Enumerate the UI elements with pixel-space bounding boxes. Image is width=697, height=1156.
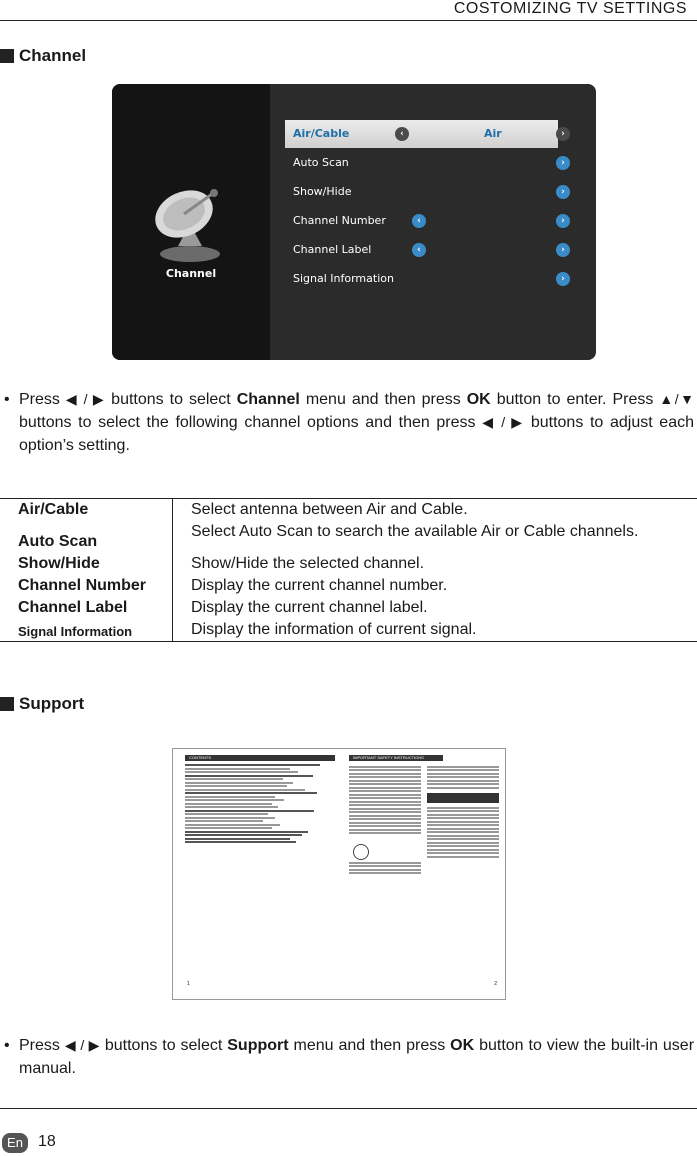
manual-left-page-number: 1 <box>187 981 190 987</box>
menu-row-signal-information[interactable] <box>285 265 565 293</box>
user-manual-preview <box>172 748 506 1000</box>
option-name: Air/Cable <box>0 499 173 522</box>
support-instruction-text <box>19 1034 694 1080</box>
right-arrow-icon[interactable]: › <box>556 214 570 228</box>
menu-row-air-cable[interactable] <box>285 120 565 148</box>
option-description: Display the information of current signal. <box>173 619 697 642</box>
footer-divider <box>0 1108 697 1109</box>
option-description: Select antenna between Air and Cable. <box>173 499 697 522</box>
table-row <box>0 575 697 597</box>
menu-name: Channel <box>236 391 300 408</box>
menu-options-list <box>285 120 565 294</box>
text-run: buttons to select the following channel options and then press <box>19 414 483 431</box>
right-arrow-icon[interactable]: › <box>556 243 570 257</box>
channel-options-table <box>0 498 697 642</box>
table-row <box>0 521 697 553</box>
menu-row-label: Channel Label <box>293 243 372 256</box>
table-row <box>0 553 697 575</box>
menu-row-label: Channel Number <box>293 214 386 227</box>
ok-button-name: OK <box>466 391 491 408</box>
left-right-buttons-icon: ◀ / ▶ <box>65 391 106 407</box>
option-description: Show/Hide the selected channel. <box>191 555 425 572</box>
manual-left-page <box>185 755 335 987</box>
channel-instruction <box>0 388 697 480</box>
menu-row-label: Auto Scan <box>293 156 349 169</box>
menu-row-channel-number[interactable] <box>285 207 565 235</box>
table-row <box>0 597 697 619</box>
table-row <box>0 619 697 642</box>
page-header-title: COSTOMIZING TV SETTINGS <box>453 0 687 17</box>
right-arrow-icon[interactable]: › <box>556 272 570 286</box>
menu-row-label: Air/Cable <box>293 127 350 140</box>
channel-section-heading <box>0 46 86 66</box>
text-run: buttons to select <box>105 391 237 408</box>
manual-right-page-number: 2 <box>494 981 497 987</box>
text-run: buttons to adjust each option’s setting. <box>19 414 695 454</box>
bullet: • <box>4 391 10 408</box>
text-run: menu and then press <box>299 391 467 408</box>
menu-row-channel-label[interactable] <box>285 236 565 264</box>
right-arrow-icon[interactable]: › <box>556 185 570 199</box>
option-name: Channel Label <box>0 597 173 619</box>
section-marker-icon <box>0 697 14 711</box>
menu-row-label: Show/Hide <box>293 185 352 198</box>
menu-name: Support <box>227 1037 289 1054</box>
table-row <box>0 499 697 522</box>
right-arrow-icon[interactable]: › <box>556 127 570 141</box>
menu-row-label: Signal Information <box>293 272 394 285</box>
left-arrow-icon[interactable]: ‹ <box>412 214 426 228</box>
left-arrow-icon[interactable]: ‹ <box>395 127 409 141</box>
option-name: Signal Information <box>0 619 173 642</box>
manual-right-page <box>349 755 499 987</box>
text-run: button to view the built-in user manual. <box>19 1037 695 1077</box>
manual-left-title: CONTENTS <box>185 755 335 761</box>
menu-row-auto-scan[interactable] <box>285 149 565 177</box>
section-marker-icon <box>0 49 14 63</box>
text-run: buttons to select <box>99 1037 228 1054</box>
left-right-buttons-icon: ◀ / ▶ <box>482 414 525 430</box>
text-run: Press <box>19 1037 65 1054</box>
text-run: Press <box>19 391 66 408</box>
satellite-dish-icon <box>150 184 232 264</box>
channel-heading-text: Channel <box>19 46 87 65</box>
menu-row-value: Air <box>484 127 502 140</box>
option-name: Show/Hide <box>0 553 173 575</box>
support-section-heading <box>0 694 84 714</box>
up-down-buttons-icon: ▲/▼ <box>659 391 695 407</box>
option-description: Select Auto Scan to search the available Air or Cable channels. <box>191 523 639 540</box>
language-badge: En <box>2 1133 28 1153</box>
channel-instruction-text <box>19 388 694 457</box>
support-heading-text: Support <box>19 694 85 713</box>
option-name: Channel Number <box>0 575 173 597</box>
manual-right-title: IMPORTANT SAFETY INSTRUCTIONS <box>349 755 443 761</box>
support-instruction <box>0 1034 697 1082</box>
ok-button-name: OK <box>450 1037 475 1054</box>
option-description: Display the current channel label. <box>191 599 428 616</box>
page-number: 18 <box>38 1133 56 1150</box>
menu-row-show-hide[interactable] <box>285 178 565 206</box>
menu-icon-label: Channel <box>165 267 217 280</box>
option-description: Display the current channel number. <box>191 577 448 594</box>
header-divider <box>0 20 697 21</box>
channel-menu-screenshot <box>112 84 596 360</box>
text-run: menu and then press <box>288 1037 451 1054</box>
option-name: Auto Scan <box>0 521 173 553</box>
text-run: button to enter. Press <box>490 391 660 408</box>
right-arrow-icon[interactable]: › <box>556 156 570 170</box>
left-right-buttons-icon: ◀ / ▶ <box>64 1037 100 1053</box>
bullet: • <box>4 1037 10 1054</box>
left-arrow-icon[interactable]: ‹ <box>412 243 426 257</box>
